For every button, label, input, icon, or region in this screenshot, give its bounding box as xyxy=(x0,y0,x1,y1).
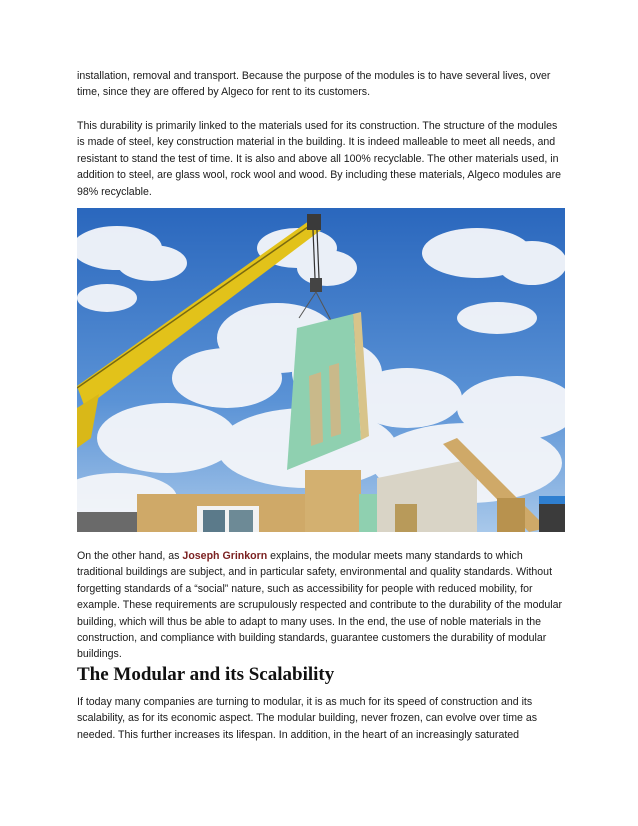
paragraph-standards-lead: On the other hand, as xyxy=(77,550,183,562)
paragraph-durability-intro: installation, removal and transport. Because the purpose of the modules is to have several lives, over time, since they are offered by Algeco for rent to its customers. xyxy=(77,70,551,99)
paragraph-scalability: If today many companies are turning to modular, it is as much for its speed of construction and its scalability, as for its economic aspect. The modular building, never frozen, can evolve over time as needed. This further increases its lifespan. In addition, in the heart of an increasingly saturated xyxy=(77,696,538,741)
section-heading: The Modular and its Scalability xyxy=(77,664,335,685)
paragraph-standards xyxy=(77,548,567,663)
construction-photo xyxy=(77,208,565,532)
joseph-grinkorn-link[interactable]: Joseph Grinkorn xyxy=(182,550,268,562)
paragraph-standards-body: explains, the modular meets many standards to which traditional buildings are subject, and in particular safety, environmental and quality standards. Without forgetting standards of a “social” nature, such as accessibility for people with reduced mobility, for example. These requirements are scrupulously respected and contribute to the durability of the modular building, which will thus be able to adapt to many uses. In the end, the use of noble materials in the construction, and compliance with building standards, guarantee customers the durability of modular buildings. xyxy=(77,550,563,661)
paragraph-materials: This durability is primarily linked to the materials used for its construction. The structure of the modules is made of steel, key construction material in the building. It is indeed malleable to meet all needs, and resistant to stand the test of time. It is also and above all 100% recyclable. The other materials used, in addition to steel, are glass wool, rock wool and wood. By including these materials, Algeco modules are 98% recyclable. xyxy=(77,120,562,198)
